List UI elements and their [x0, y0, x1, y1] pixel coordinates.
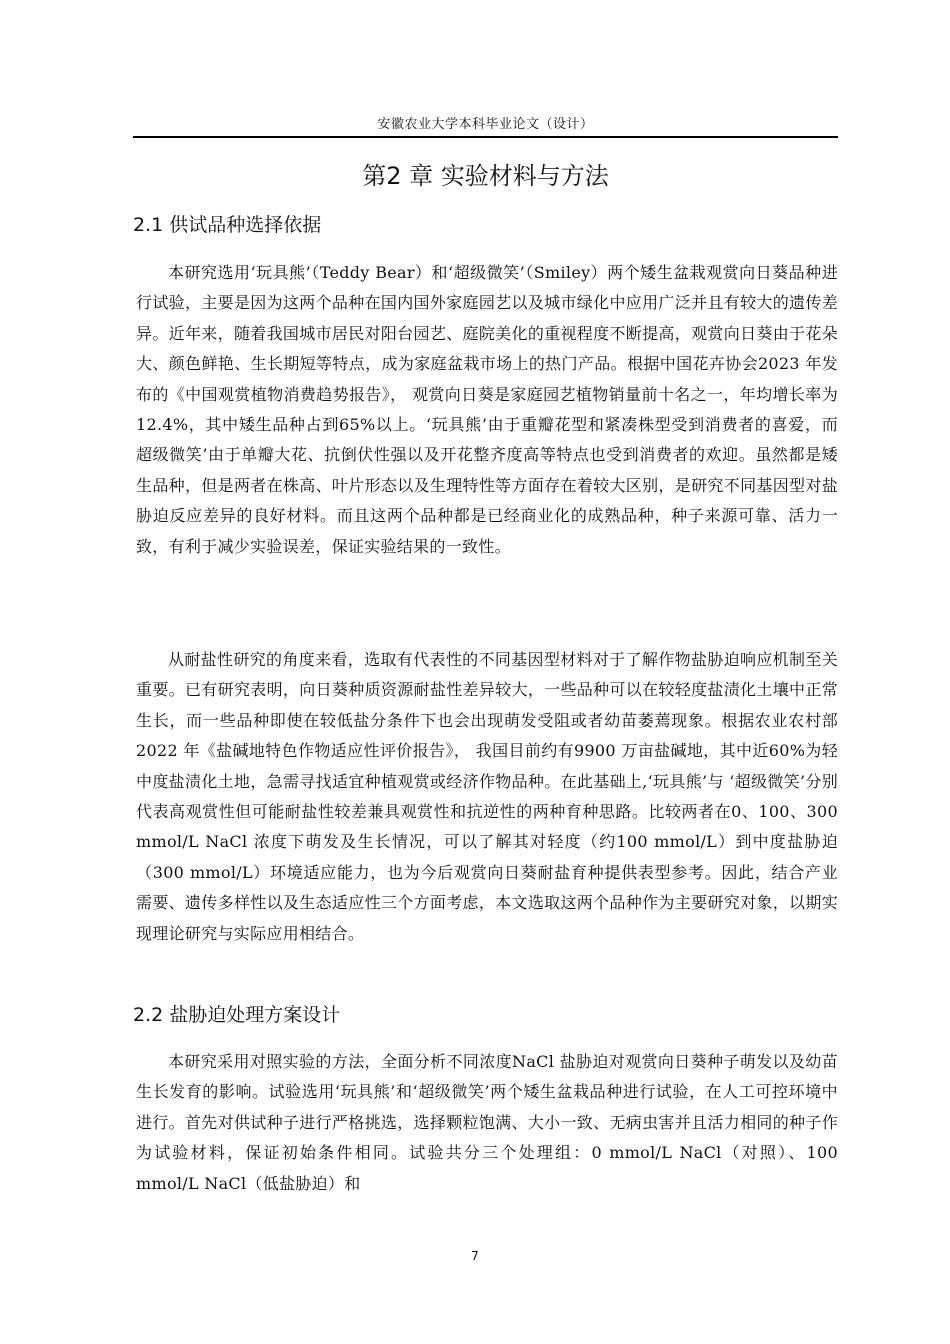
- page-number: 7: [471, 1249, 479, 1263]
- section-title-2-1: 2.1 供试品种选择依据: [133, 214, 322, 236]
- chapter-title: 第2 章 实验材料与方法: [362, 162, 609, 190]
- section-title-2-2: 2.2 盐胁迫处理方案设计: [133, 1004, 341, 1026]
- paragraph-2-2-1: 本研究采用对照实验的方法，全面分析不同浓度NaCl 盐胁迫对观赏向日葵种子萌发以及幼苗生长发育的影响。试验选用‘玩具熊’和‘超级微笑’两个矮生盆栽品种进行试验，在人工可控环境中进行。首先对供试种子进行严格挑选，选择颗粒饱满、大小一致、无病虫害并且活力相同的种子作为试验材料，保证初始条件相同。试验共分三个处理组：0 mmol/L NaCl（对照）、100 mmol/L NaCl（低盐胁迫）和: [136, 1052, 838, 1193]
- paragraph-2-1-1: 本研究选用‘玩具熊’（Teddy Bear）和‘超级微笑’（Smiley）两个矮生盆栽观赏向日葵品种进行试验，主要是因为这两个品种在国内国外家庭园艺以及城市绿化中应用广泛并且有较大的遗传差异。近年来，随着我国城市居民对阳台园艺、庭院美化的重视程度不断提高，观赏向日葵由于花朵大、颜色鲜艳、生长期短等特点，成为家庭盆栽市场上的热门产品。根据中国花卉协会2023 年发布的《中国观赏植物消费趋势报告》， 观赏向日葵是家庭园艺植物销量前十名之一，年均增长率为12.4%，其中矮生品种占到65%以上。‘玩具熊’由于重瓣花型和紧凑株型受到消费者的喜爱，而超级微笑’由于单瓣大花、抗倒伏性强以及开花整齐度高等特点也受到消费者的欢迎。虽然都是矮生品种，但是两者在株高、叶片形态以及生理特性等方面存在着较大区别，是研究不同基因型对盐胁迫反应差异的良好材料。而且这两个品种都是已经商业化的成熟品种，种子来源可靠、活力一致，有利于减少实验误差，保证实验结果的一致性。: [136, 263, 838, 556]
- running-header: 安徽农业大学本科毕业论文（设计）: [377, 117, 594, 132]
- paragraph-2-1-2: 从耐盐性研究的角度来看，选取有代表性的不同基因型材料对于了解作物盐胁迫响应机制至关重要。已有研究表明，向日葵种质资源耐盐性差异较大，一些品种可以在较轻度盐渍化土壤中正常生长，而一些品种即使在较低盐分条件下也会出现萌发受阻或者幼苗萎蔫现象。根据农业农村部2022 年《盐碱地特色作物适应性评价报告》， 我国目前约有9900 万亩盐碱地，其中近60%为轻中度盐渍化土地，急需寻找适宜种植观赏或经济作物品种。在此基础上,‘玩具熊’与 ‘超级微笑’分别代表高观赏性但可能耐盐性较差兼具观赏性和抗逆性的两种育种思路。比较两者在0、100、300 mmol/L NaCl 浓度下萌发及生长情况，可以了解其对轻度（约100 mmol/L）到中度盐胁迫（300 mmol/L）环境适应能力，也为今后观赏向日葵耐盐育种提供表型参考。因此，结合产业需要、遗传多样性以及生态适应性三个方面考虑，本文选取这两个品种作为主要研究对象，以期实现理论研究与实际应用相结合。: [136, 650, 838, 943]
- header-rule: [133, 136, 838, 138]
